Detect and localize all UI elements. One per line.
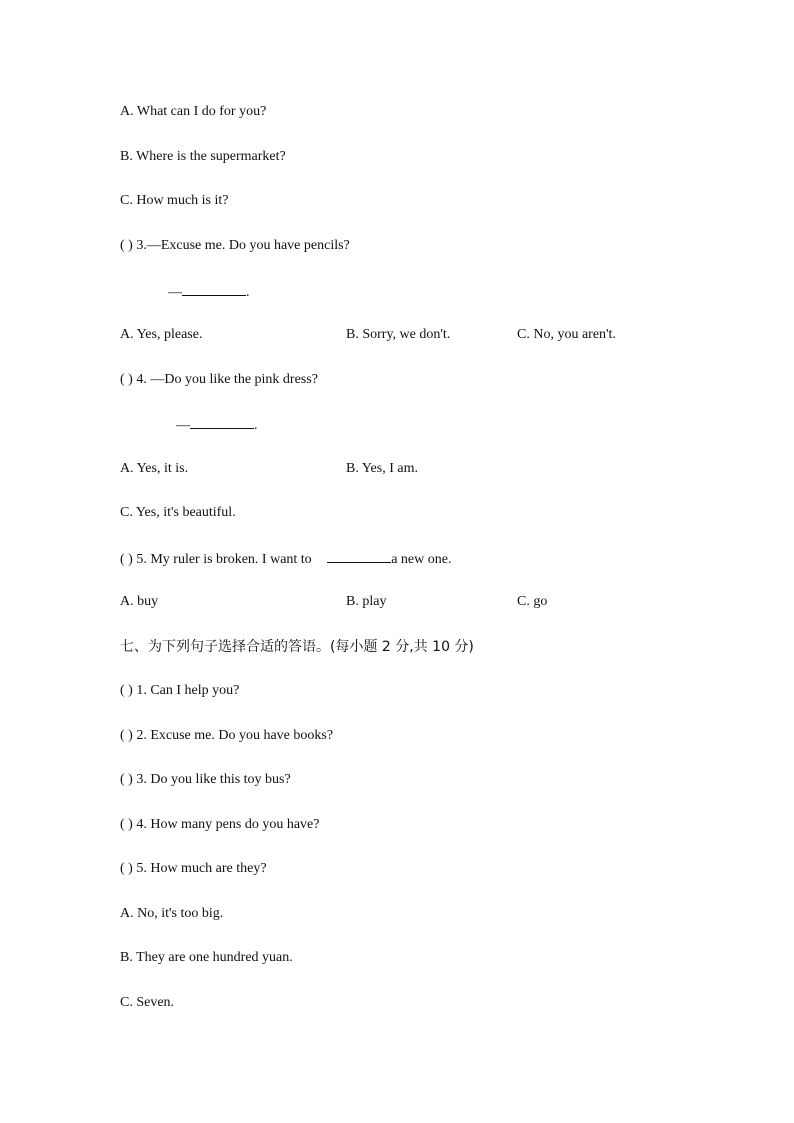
answer-option-b: B. They are one hundred yuan. [120, 950, 293, 965]
answer-blank [327, 549, 391, 563]
question-text: 5. How much are they? [136, 861, 267, 876]
question-text: 3.—Excuse me. Do you have pencils? [136, 238, 350, 253]
dash: — [176, 418, 190, 433]
question-5 [120, 549, 451, 569]
question-text-end: a new one. [391, 552, 452, 567]
period: . [246, 285, 250, 300]
question-3-response [168, 282, 250, 302]
period: . [254, 418, 258, 433]
list-item [120, 860, 267, 878]
answer-paren: ( ) [120, 728, 133, 743]
answer-paren: ( ) [120, 372, 133, 387]
section-heading: 七、为下列句子选择合适的答语。(每小题 2 分,共 10 分) [120, 639, 474, 655]
list-item [120, 771, 291, 789]
answer-paren: ( ) [120, 552, 133, 567]
answer-paren: ( ) [120, 238, 133, 253]
option-a: A. Yes, it is. [120, 461, 189, 476]
option-c: C. go [517, 594, 548, 609]
question-4 [120, 371, 318, 389]
answer-paren: ( ) [120, 817, 133, 832]
question-text: 3. Do you like this toy bus? [136, 772, 291, 787]
question-text: 1. Can I help you? [136, 683, 240, 698]
dash: — [168, 285, 182, 300]
option-a: A. buy [120, 594, 159, 609]
answer-paren: ( ) [120, 861, 133, 876]
list-item [120, 682, 239, 700]
option-b: B. Sorry, we don't. [346, 327, 451, 342]
option-c: C. How much is it? [120, 193, 229, 208]
question-text: 2. Excuse me. Do you have books? [136, 728, 334, 743]
list-item [120, 816, 319, 834]
list-item [120, 727, 333, 745]
question-text: 5. My ruler is broken. I want to [136, 552, 312, 567]
answer-paren: ( ) [120, 772, 133, 787]
question-3 [120, 237, 350, 255]
option-b: B. Where is the supermarket? [120, 149, 286, 164]
answer-blank [182, 282, 246, 296]
option-b: B. Yes, I am. [346, 461, 418, 476]
question-text: 4. How many pens do you have? [136, 817, 320, 832]
option-b: B. play [346, 594, 387, 609]
answer-option-a: A. No, it's too big. [120, 906, 224, 921]
option-c: C. No, you aren't. [517, 327, 616, 342]
answer-blank [190, 415, 254, 429]
answer-option-c: C. Seven. [120, 995, 175, 1010]
option-a: A. What can I do for you? [120, 104, 267, 119]
question-4-response [176, 415, 258, 435]
question-text: 4. —Do you like the pink dress? [136, 372, 318, 387]
answer-paren: ( ) [120, 683, 133, 698]
option-a: A. Yes, please. [120, 327, 203, 342]
option-c: C. Yes, it's beautiful. [120, 505, 236, 520]
